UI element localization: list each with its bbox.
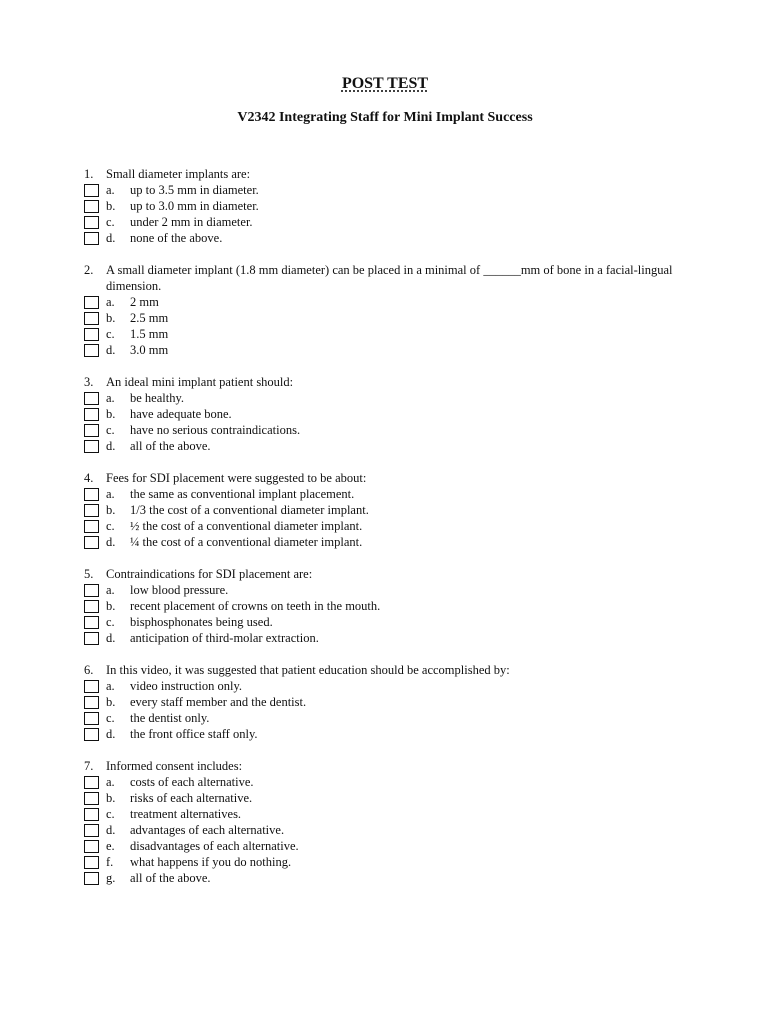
option-text: ¼ the cost of a conventional diameter implant. — [130, 535, 363, 549]
question-list — [84, 166, 704, 902]
option-text: risks of each alternative. — [130, 791, 253, 805]
option-letter: c. — [106, 215, 115, 229]
question-number: 1. — [84, 167, 94, 181]
question-header — [84, 470, 704, 486]
answer-option[interactable] — [84, 214, 704, 230]
answer-option[interactable] — [84, 614, 704, 630]
answer-checkbox[interactable] — [84, 792, 99, 805]
option-text: disadvantages of each alternative. — [130, 839, 299, 853]
option-text: 2 mm — [130, 295, 159, 309]
option-letter: b. — [106, 199, 116, 213]
option-text: be healthy. — [130, 391, 185, 405]
answer-checkbox[interactable] — [84, 728, 99, 741]
option-letter: f. — [106, 855, 114, 869]
option-text: treatment alternatives. — [130, 807, 242, 821]
option-text: 3.0 mm — [130, 343, 169, 357]
answer-checkbox[interactable] — [84, 520, 99, 533]
option-text: all of the above. — [130, 871, 211, 885]
question-number: 2. — [84, 263, 94, 277]
option-letter: d. — [106, 535, 116, 549]
option-text: up to 3.5 mm in diameter. — [130, 183, 259, 197]
option-letter: c. — [106, 519, 115, 533]
answer-option[interactable] — [84, 710, 704, 726]
answer-checkbox[interactable] — [84, 808, 99, 821]
question-number: 4. — [84, 471, 94, 485]
answer-option[interactable] — [84, 774, 704, 790]
option-text: every staff member and the dentist. — [130, 695, 307, 709]
answer-checkbox[interactable] — [84, 840, 99, 853]
answer-option[interactable] — [84, 310, 704, 326]
answer-option[interactable] — [84, 326, 704, 342]
option-text: bisphosphonates being used. — [130, 615, 273, 629]
answer-checkbox[interactable] — [84, 328, 99, 341]
option-letter: d. — [106, 823, 116, 837]
option-text: ½ the cost of a conventional diameter implant. — [130, 519, 363, 533]
option-text: advantages of each alternative. — [130, 823, 285, 837]
answer-checkbox[interactable] — [84, 440, 99, 453]
question-4 — [84, 470, 704, 550]
option-text: what happens if you do nothing. — [130, 855, 292, 869]
answer-checkbox[interactable] — [84, 776, 99, 789]
option-text: video instruction only. — [130, 679, 243, 693]
option-text: 1/3 the cost of a conventional diameter implant. — [130, 503, 369, 517]
answer-checkbox[interactable] — [84, 408, 99, 421]
question-3 — [84, 374, 704, 454]
option-letter: c. — [106, 423, 115, 437]
answer-checkbox[interactable] — [84, 872, 99, 885]
answer-option[interactable] — [84, 390, 704, 406]
option-text: 2.5 mm — [130, 311, 169, 325]
option-letter: d. — [106, 231, 116, 245]
question-header — [84, 374, 704, 390]
answer-checkbox[interactable] — [84, 680, 99, 693]
answer-checkbox[interactable] — [84, 392, 99, 405]
answer-option[interactable] — [84, 726, 704, 742]
answer-checkbox[interactable] — [84, 200, 99, 213]
answer-checkbox[interactable] — [84, 712, 99, 725]
question-header — [84, 166, 704, 182]
answer-option[interactable] — [84, 870, 704, 886]
answer-option[interactable] — [84, 790, 704, 806]
answer-checkbox[interactable] — [84, 584, 99, 597]
answer-checkbox[interactable] — [84, 232, 99, 245]
answer-option[interactable] — [84, 198, 704, 214]
answer-option[interactable] — [84, 630, 704, 646]
question-5 — [84, 566, 704, 646]
option-letter: b. — [106, 695, 116, 709]
question-2 — [84, 262, 704, 358]
answer-checkbox[interactable] — [84, 504, 99, 517]
option-text: have no serious contraindications. — [130, 423, 301, 437]
answer-checkbox[interactable] — [84, 184, 99, 197]
question-number: 5. — [84, 567, 94, 581]
option-text: under 2 mm in diameter. — [130, 215, 253, 229]
answer-option[interactable] — [84, 486, 704, 502]
answer-checkbox[interactable] — [84, 632, 99, 645]
option-letter: a. — [106, 295, 115, 309]
answer-option[interactable] — [84, 806, 704, 822]
answer-option[interactable] — [84, 230, 704, 246]
answer-checkbox[interactable] — [84, 824, 99, 837]
option-text: the same as conventional implant placement. — [130, 487, 355, 501]
option-letter: b. — [106, 791, 116, 805]
option-text: all of the above. — [130, 439, 211, 453]
option-text: anticipation of third-molar extraction. — [130, 631, 319, 645]
page-title: POST TEST — [341, 75, 429, 92]
answer-option[interactable] — [84, 598, 704, 614]
answer-option[interactable] — [84, 534, 704, 550]
answer-option[interactable] — [84, 854, 704, 870]
question-text: In this video, it was suggested that patient education should be accomplished by: — [106, 663, 510, 677]
answer-checkbox[interactable] — [84, 616, 99, 629]
answer-checkbox[interactable] — [84, 296, 99, 309]
answer-option[interactable] — [84, 182, 704, 198]
option-letter: d. — [106, 631, 116, 645]
question-text: Fees for SDI placement were suggested to be about: — [106, 471, 367, 485]
option-letter: b. — [106, 407, 116, 421]
option-letter: c. — [106, 711, 115, 725]
option-text: 1.5 mm — [130, 327, 169, 341]
answer-option[interactable] — [84, 438, 704, 454]
question-number: 6. — [84, 663, 94, 677]
option-letter: d. — [106, 727, 116, 741]
answer-option[interactable] — [84, 342, 704, 358]
question-text: A small diameter implant (1.8 mm diameter) can be placed in a minimal of ______mm of bone in a facial-lingual dimension. — [106, 263, 673, 293]
option-text: costs of each alternative. — [130, 775, 254, 789]
option-text: recent placement of crowns on teeth in the mouth. — [130, 599, 381, 613]
answer-option[interactable] — [84, 582, 704, 598]
answer-checkbox[interactable] — [84, 856, 99, 869]
option-text: the dentist only. — [130, 711, 210, 725]
option-text: up to 3.0 mm in diameter. — [130, 199, 259, 213]
answer-option[interactable] — [84, 518, 704, 534]
option-letter: a. — [106, 183, 115, 197]
option-text: low blood pressure. — [130, 583, 229, 597]
option-letter: c. — [106, 807, 115, 821]
answer-option[interactable] — [84, 422, 704, 438]
page-subtitle: V2342 Integrating Staff for Mini Implant Success — [237, 110, 533, 125]
option-text: none of the above. — [130, 231, 223, 245]
option-letter: a. — [106, 775, 115, 789]
answer-option[interactable] — [84, 838, 704, 854]
option-letter: g. — [106, 871, 116, 885]
question-text: Small diameter implants are: — [106, 167, 251, 181]
option-letter: a. — [106, 583, 115, 597]
question-6 — [84, 662, 704, 742]
answer-option[interactable] — [84, 502, 704, 518]
option-letter: c. — [106, 327, 115, 341]
option-letter: b. — [106, 503, 116, 517]
answer-option[interactable] — [84, 694, 704, 710]
answer-checkbox[interactable] — [84, 536, 99, 549]
answer-option[interactable] — [84, 678, 704, 694]
answer-checkbox[interactable] — [84, 312, 99, 325]
question-header — [84, 758, 704, 774]
question-number: 3. — [84, 375, 94, 389]
question-text: Informed consent includes: — [106, 759, 243, 773]
answer-checkbox[interactable] — [84, 424, 99, 437]
question-text: Contraindications for SDI placement are: — [106, 567, 313, 581]
question-7 — [84, 758, 704, 886]
option-letter: a. — [106, 487, 115, 501]
option-letter: a. — [106, 679, 115, 693]
answer-checkbox[interactable] — [84, 600, 99, 613]
option-letter: b. — [106, 311, 116, 325]
option-letter: e. — [106, 839, 115, 853]
option-letter: d. — [106, 439, 116, 453]
question-header — [84, 262, 704, 294]
question-header — [84, 662, 704, 678]
question-1 — [84, 166, 704, 246]
answer-checkbox[interactable] — [84, 216, 99, 229]
option-text: the front office staff only. — [130, 727, 258, 741]
answer-option[interactable] — [84, 294, 704, 310]
answer-checkbox[interactable] — [84, 344, 99, 357]
option-letter: b. — [106, 599, 116, 613]
question-header — [84, 566, 704, 582]
answer-checkbox[interactable] — [84, 696, 99, 709]
option-letter: a. — [106, 391, 115, 405]
option-text: have adequate bone. — [130, 407, 232, 421]
option-letter: d. — [106, 343, 116, 357]
answer-checkbox[interactable] — [84, 488, 99, 501]
option-letter: c. — [106, 615, 115, 629]
question-text: An ideal mini implant patient should: — [106, 375, 294, 389]
answer-option[interactable] — [84, 822, 704, 838]
question-number: 7. — [84, 759, 94, 773]
answer-option[interactable] — [84, 406, 704, 422]
